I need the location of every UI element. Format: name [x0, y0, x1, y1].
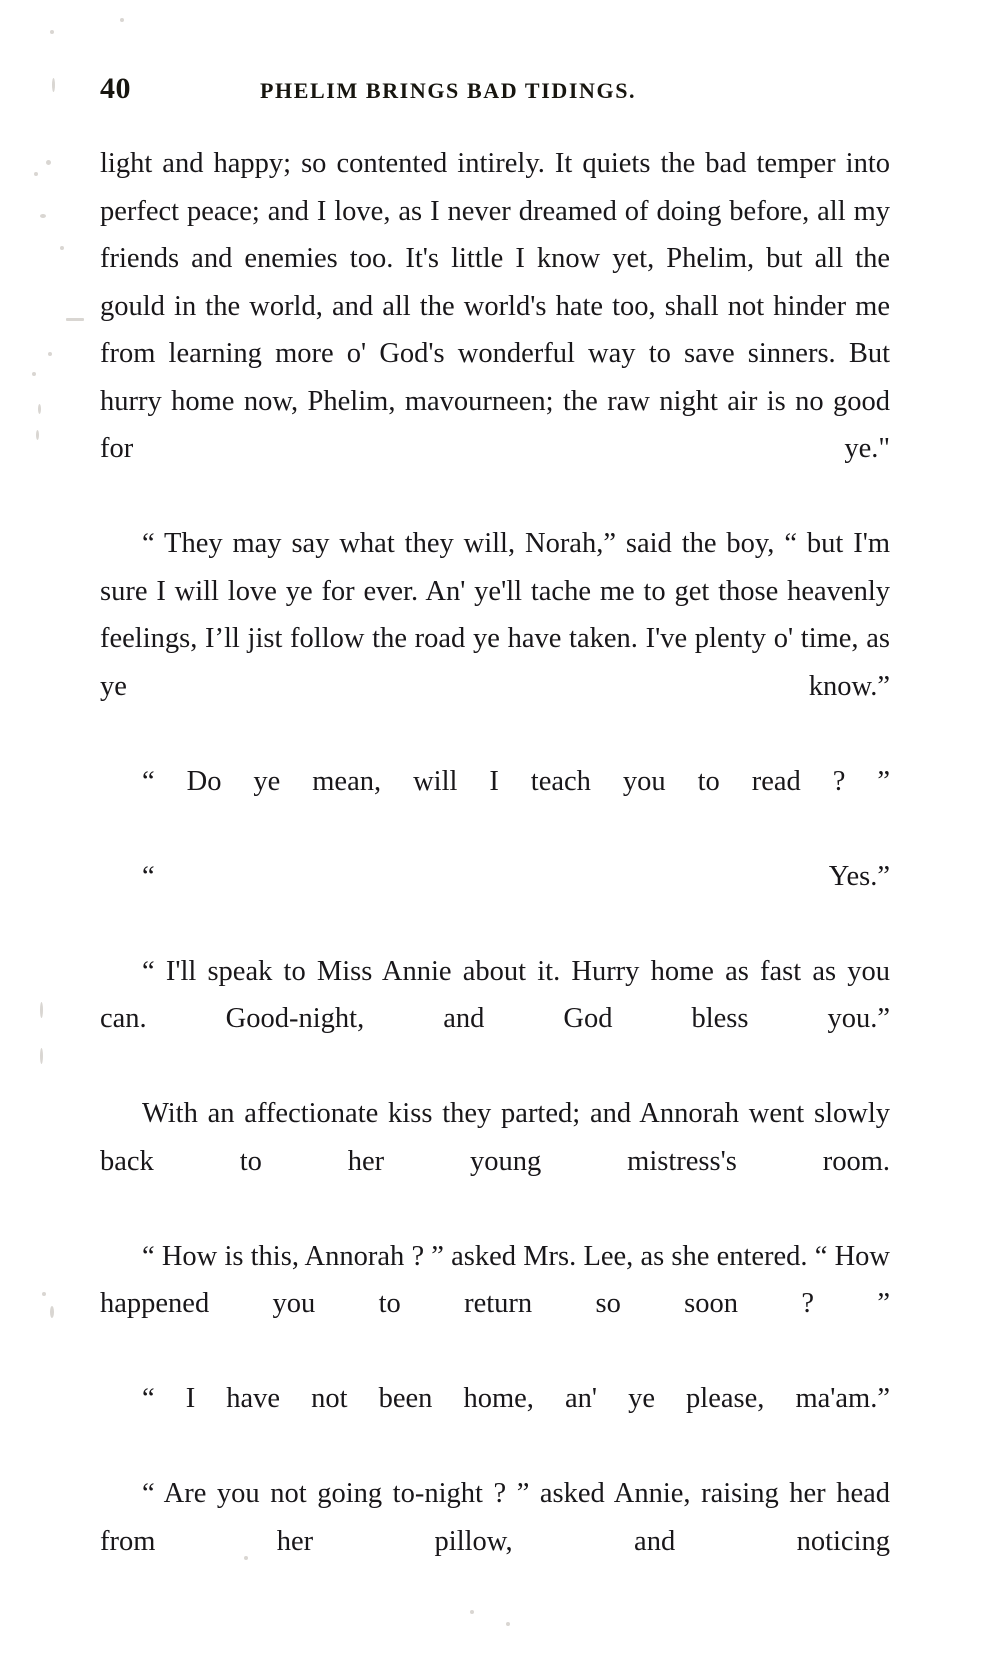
paragraph: “ How is this, Annorah ? ” asked Mrs. Lee, as she entered. “ How happened you to return so soon ? ” [100, 1240, 890, 1319]
page-number: 40 [100, 72, 131, 105]
paragraph: “ Yes.” [142, 860, 890, 892]
paragraph: light and happy; so contented intirely. It quiets the bad temper into perfect peace; and I love, as I never dreamed of doing before, all my friends and enemies too. It's little I know yet, Phelim, but all the gould in the world, and all the world's hate too, shall not hinder me from learning more o' God's wonderful way to save sinners. But hurry home now, Phelim, mavourneen; the raw night air is no good for ye." [100, 148, 890, 464]
scan-speckle [40, 214, 46, 218]
scan-speckle [50, 1306, 54, 1318]
scan-speckle [48, 352, 52, 356]
scan-speckle [40, 1002, 43, 1018]
scan-speckle [50, 30, 54, 34]
paragraph: “ Do ye mean, will I teach you to read ? ” [142, 765, 890, 797]
paragraph: “ They may say what they will, Norah,” said the boy, “ but I'm sure I will love ye for ever. An' ye'll tache me to get those heavenly feelings, I’ll jist follow the road ye have taken. I've plenty o' time, as ye know.” [100, 528, 890, 702]
scan-speckle [120, 18, 124, 22]
page-text-block [100, 140, 890, 1613]
paragraph: “ Are you not going to-night ? ” asked Annie, raising her head from her pillow, and noticing [100, 1478, 890, 1557]
scan-speckle [34, 172, 38, 176]
scan-speckle [46, 160, 51, 165]
page-header [100, 72, 890, 112]
paragraph: With an affectionate kiss they parted; and Annorah went slowly back to her young mistress's room. [100, 1098, 890, 1177]
scan-speckle [38, 404, 41, 414]
paragraph: “ I'll speak to Miss Annie about it. Hurry home as fast as you can. Good-night, and God bless you.” [100, 955, 890, 1034]
scan-speckle [32, 372, 36, 376]
scan-speckle [40, 1048, 43, 1064]
scan-speckle [42, 1292, 46, 1296]
scan-speckle [52, 78, 55, 92]
scan-speckle [506, 1622, 510, 1626]
running-head: PHELIM BRINGS BAD TIDINGS. [260, 78, 637, 103]
scan-speckle [66, 318, 84, 321]
scan-speckle [36, 430, 39, 440]
paragraph: “ I have not been home, an' ye please, ma'am.” [142, 1383, 890, 1414]
scan-speckle [60, 246, 64, 250]
